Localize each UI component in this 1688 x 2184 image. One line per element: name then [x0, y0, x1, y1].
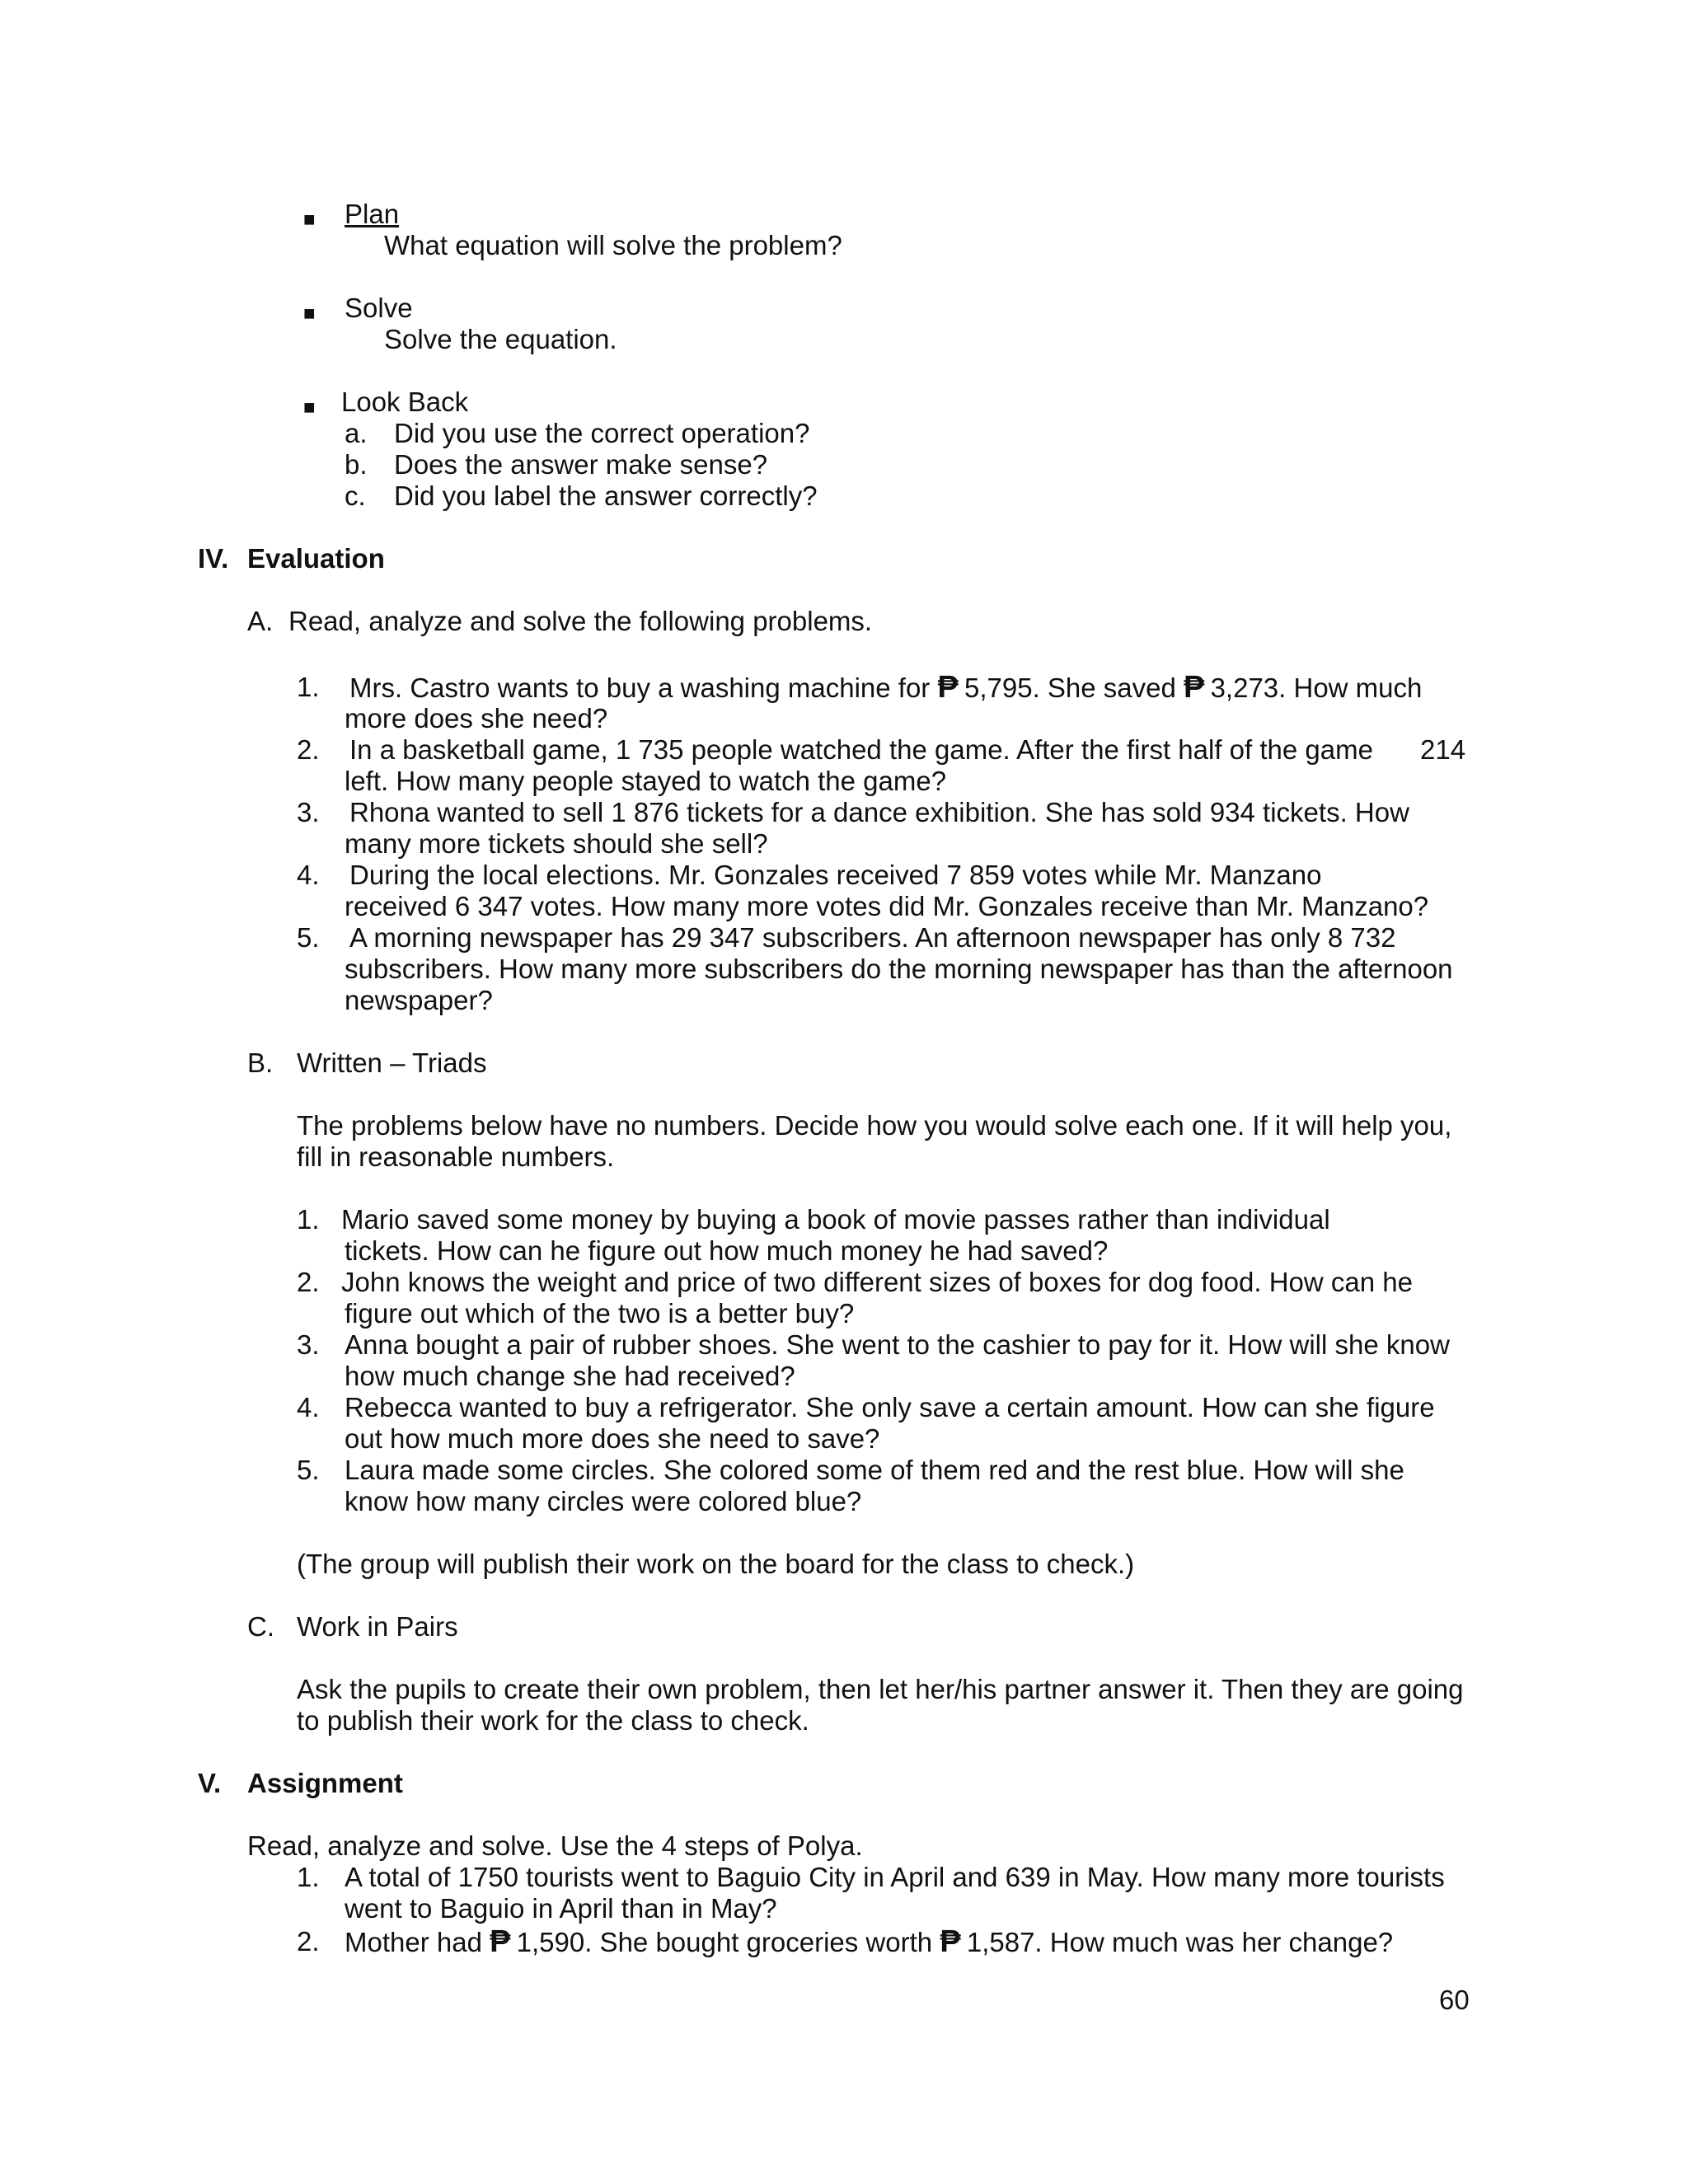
section-numeral: IV.: [198, 543, 229, 574]
problem-marker: 2.: [297, 1267, 320, 1297]
problem-text: received 6 347 votes. How many more votes did Mr. Gonzales receive than Mr. Manzano?: [345, 891, 1429, 921]
assignment-intro: Read, analyze and solve. Use the 4 steps of Polya.: [247, 1830, 863, 1861]
problem-text: subscribers. How many more subscribers do the morning newspaper has than the afternoon: [345, 954, 1453, 984]
peso-icon: ₱: [1184, 670, 1203, 705]
part-b-marker: B.: [247, 1047, 274, 1078]
part-c-title: Work in Pairs: [297, 1611, 458, 1642]
part-c-marker: C.: [247, 1611, 274, 1642]
part-b-intro: The problems below have no numbers. Decide how you would solve each one. If it will help you,: [297, 1110, 1452, 1141]
problem-marker: 1.: [297, 1862, 320, 1892]
problem-text: Laura made some circles. She colored some of them red and the rest blue. How will she: [345, 1455, 1404, 1485]
problem-text: Anna bought a pair of rubber shoes. She went to the cashier to pay for it. How will she know: [345, 1329, 1450, 1360]
solve-heading: Solve: [345, 293, 413, 323]
problem-text: In a basketball game, 1 735 people watched the game. After the first half of the game: [349, 734, 1373, 765]
part-b-title: Written – Triads: [297, 1047, 487, 1078]
problem-text: many more tickets should she sell?: [345, 828, 768, 859]
problem-text: figure out which of the two is a better buy?: [345, 1298, 855, 1329]
bullet-icon: ■: [303, 396, 316, 419]
problem-text: John knows the weight and price of two different sizes of boxes for dog food. How can he: [341, 1267, 1413, 1297]
solve-text: Solve the equation.: [384, 324, 617, 354]
part-b-intro: fill in reasonable numbers.: [297, 1141, 615, 1172]
page-number: 60: [1439, 1985, 1470, 2015]
problem-marker: 3.: [297, 1329, 320, 1360]
part-a-title: Read, analyze and solve the following problems.: [288, 606, 873, 636]
bullet-icon: ■: [303, 209, 316, 231]
problem-text: more does she need?: [345, 703, 608, 733]
look-back-item: Did you use the correct operation?: [394, 418, 810, 448]
look-back-marker: b.: [345, 449, 368, 480]
part-c-text: Ask the pupils to create their own problem, then let her/his partner answer it. Then they are going: [297, 1674, 1464, 1704]
problem-marker: 1.: [297, 672, 320, 702]
section-numeral: V.: [198, 1768, 222, 1798]
peso-icon: ₱: [490, 1924, 509, 1959]
problem-text: Rhona wanted to sell 1 876 tickets for a dance exhibition. She has sold 934 tickets. How: [349, 797, 1409, 827]
problem-text: Mrs. Castro wants to buy a washing machine for ₱ 5,795. She saved ₱ 3,273. How much: [349, 670, 1423, 705]
problem-text: went to Baguio in April than in May?: [345, 1893, 777, 1924]
look-back-heading: Look Back: [341, 387, 469, 417]
problem-text: A total of 1750 tourists went to Baguio City in April and 639 in May. How many more tourists: [345, 1862, 1445, 1892]
section-title-assignment: Assignment: [247, 1768, 403, 1798]
part-c-text: to publish their work for the class to check.: [297, 1705, 809, 1736]
look-back-item: Did you label the answer correctly?: [394, 480, 818, 511]
problem-text: Mother had ₱ 1,590. She bought groceries worth ₱ 1,587. How much was her change?: [345, 1924, 1394, 1959]
problem-number: 214: [1420, 734, 1466, 765]
problem-marker: 4.: [297, 860, 320, 890]
problem-text: During the local elections. Mr. Gonzales received 7 859 votes while Mr. Manzano: [349, 860, 1322, 890]
problem-text: how much change she had received?: [345, 1361, 795, 1391]
problem-marker: 2.: [297, 734, 320, 765]
look-back-marker: c.: [345, 480, 366, 511]
problem-marker: 2.: [297, 1926, 320, 1957]
problem-marker: 4.: [297, 1392, 320, 1422]
part-a-marker: A.: [247, 606, 274, 636]
problem-marker: 5.: [297, 1455, 320, 1485]
section-title-evaluation: Evaluation: [247, 543, 385, 574]
problem-text: Mario saved some money by buying a book of movie passes rather than individual: [341, 1204, 1330, 1235]
plan-text: What equation will solve the problem?: [384, 230, 842, 260]
peso-icon: ₱: [937, 670, 957, 705]
problem-text: tickets. How can he figure out how much money he had saved?: [345, 1235, 1109, 1266]
bullet-icon: ■: [303, 302, 316, 325]
problem-text: out how much more does she need to save?: [345, 1423, 880, 1454]
problem-text: A morning newspaper has 29 347 subscribers. An afternoon newspaper has only 8 732: [349, 922, 1396, 953]
problem-text: know how many circles were colored blue?: [345, 1486, 862, 1516]
problem-marker: 3.: [297, 797, 320, 827]
look-back-item: Does the answer make sense?: [394, 449, 768, 480]
problem-text: left. How many people stayed to watch the game?: [345, 766, 947, 796]
problem-marker: 1.: [297, 1204, 320, 1235]
peso-icon: ₱: [940, 1924, 959, 1959]
problem-text: newspaper?: [345, 985, 493, 1015]
problem-marker: 5.: [297, 922, 320, 953]
look-back-marker: a.: [345, 418, 368, 448]
part-b-note: (The group will publish their work on the board for the class to check.): [297, 1549, 1135, 1579]
plan-heading: Plan: [345, 199, 400, 229]
problem-text: Rebecca wanted to buy a refrigerator. She only save a certain amount. How can she figure: [345, 1392, 1435, 1422]
